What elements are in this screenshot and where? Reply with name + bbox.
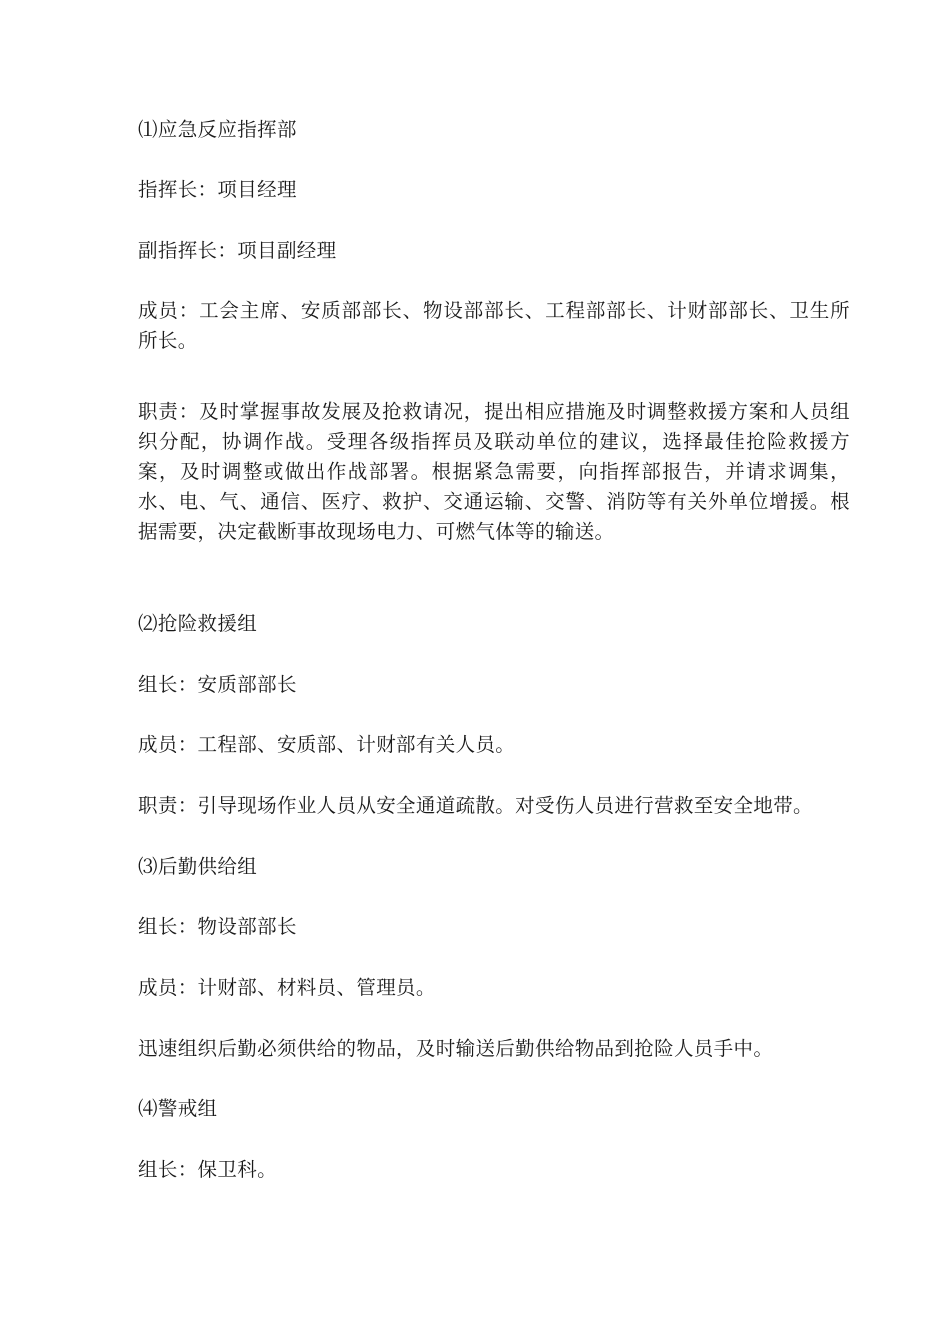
security-leader-line: 组长：保卫科。	[138, 1158, 277, 1181]
rescue-members-line: 成员：工程部、安质部、计财部有关人员。	[138, 733, 516, 756]
logistics-leader-line: 组长：物设部部长	[138, 915, 297, 938]
section-heading-command: ⑴应急反应指挥部	[138, 118, 297, 141]
section-heading-rescue: ⑵抢险救援组	[138, 612, 258, 635]
logistics-duties-line: 迅速组织后勤必须供给的物品，及时输送后勤供给物品到抢险人员手中。	[138, 1037, 774, 1060]
command-members-paragraph: 成员：工会主席、安质部部长、物设部部长、工程部部长、计财部部长、卫生所所长。	[138, 299, 850, 352]
command-duties-paragraph: 职责：及时掌握事故发展及抢救请况，提出相应措施及时调整救援方案和人员组织分配，协调作战。受理各级指挥员及联动单位的建议，选择最佳抢险救援方案，及时调整或做出作战部署。根据紧急需要，向指挥部报告，并请求调集，水、电、气、通信、医疗、救护、交通运输、交警、消防等有关外单位增援。根据需要，决定截断事故现场电力、可燃气体等的输送。	[138, 400, 850, 543]
commander-line: 指挥长：项目经理	[138, 178, 297, 201]
logistics-members-line: 成员：计财部、材料员、管理员。	[138, 976, 436, 999]
section-heading-logistics: ⑶后勤供给组	[138, 855, 258, 878]
rescue-leader-line: 组长：安质部部长	[138, 673, 297, 696]
rescue-duties-line: 职责：引导现场作业人员从安全通道疏散。对受伤人员进行营救至安全地带。	[138, 794, 813, 817]
deputy-commander-line: 副指挥长：项目副经理	[138, 239, 337, 262]
section-heading-security: ⑷警戒组	[138, 1097, 218, 1120]
